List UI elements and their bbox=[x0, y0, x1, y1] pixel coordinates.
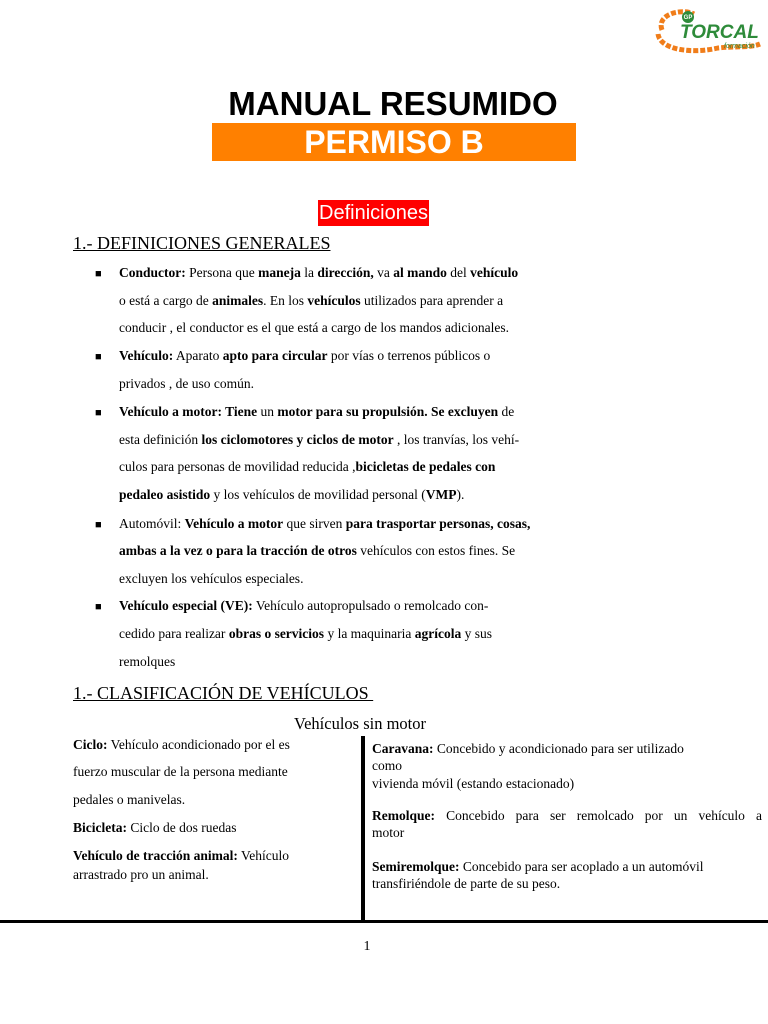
left-traccion-line2: arrastrado pro un animal. bbox=[73, 867, 209, 882]
bottom-rule bbox=[0, 920, 768, 923]
bullet-icon: ■ bbox=[95, 519, 102, 531]
bullet-icon: ■ bbox=[95, 407, 102, 419]
left-ciclo-line2: fuerzo muscular de la persona mediante bbox=[73, 764, 288, 779]
right-remolque-line1: Remolque: Concebido para ser remolcado por un vehículo a bbox=[372, 808, 762, 823]
left-traccion-line1: Vehículo de tracción animal: Vehículo bbox=[73, 848, 289, 863]
right-remolque-line2: motor bbox=[372, 825, 405, 840]
def-automovil-line2: ambas a la vez o para la tracción de otros vehículos con estos fines. Se bbox=[119, 543, 516, 558]
right-caravana-line3: vivienda móvil (estando estacionado) bbox=[372, 776, 575, 791]
table-title: Vehículos sin motor bbox=[294, 714, 426, 733]
document-title: MANUAL RESUMIDO bbox=[228, 85, 558, 122]
section-heading-definiciones: 1.- DEFINICIONES GENERALES bbox=[73, 233, 331, 253]
document-subtitle: PERMISO B bbox=[212, 123, 576, 161]
left-bicicleta: Bicicleta: Ciclo de dos ruedas bbox=[73, 820, 237, 835]
section-badge: Definiciones bbox=[319, 202, 428, 224]
def-vehiculo-motor-line3: culos para personas de movilidad reducida ,bicicletas de pedales con bbox=[119, 459, 496, 474]
def-vehiculo-line2: privados , de uso común. bbox=[119, 376, 254, 391]
def-especial-line1: Vehículo especial (VE): Vehículo autopropulsado o remolcado con- bbox=[119, 598, 489, 613]
torcal-logo bbox=[652, 6, 764, 54]
right-semiremolque-line1: Semiremolque: Concebido para ser acoplado a un automóvil bbox=[372, 859, 704, 874]
logo-brand-text: TORCAL bbox=[680, 22, 759, 43]
right-caravana-line1: Caravana: Concebido y acondicionado para ser utilizado bbox=[372, 741, 684, 756]
def-conductor-line3: conducir , el conductor es el que está a cargo de los mandos adicionales. bbox=[119, 320, 509, 335]
left-ciclo-line3: pedales o manivelas. bbox=[73, 792, 186, 807]
logo-mark-text: GP bbox=[683, 15, 693, 21]
def-vehiculo-motor-line4: pedaleo asistido y los vehículos de movilidad personal (VMP). bbox=[119, 487, 465, 502]
left-ciclo-line1: Ciclo: Vehículo acondicionado por el es bbox=[73, 737, 290, 752]
section-heading-clasificacion: 1.- CLASIFICACIÓN DE VEHÍCULOS bbox=[73, 683, 374, 703]
def-vehiculo-line1: Vehículo: Aparato apto para circular por vías o terrenos públicos o bbox=[119, 348, 491, 363]
bullet-icon: ■ bbox=[95, 351, 102, 363]
def-vehiculo-motor-line1: Vehículo a motor: Tiene un motor para su propulsión. Se excluyen de bbox=[119, 404, 515, 419]
bullet-icon: ■ bbox=[95, 601, 102, 613]
right-semiremolque-line2: transfiriéndole de parte de su peso. bbox=[372, 876, 561, 891]
right-caravana-line2: como bbox=[372, 758, 402, 773]
def-conductor-line1: Conductor: Persona que maneja la dirección, va al mando del vehículo bbox=[119, 265, 519, 280]
def-automovil-line3: excluyen los vehículos especiales. bbox=[119, 571, 304, 586]
def-vehiculo-motor-line2: esta definición los ciclomotores y ciclos de motor , los tranvías, los vehí- bbox=[119, 432, 520, 447]
def-especial-line3: remolques bbox=[119, 654, 176, 669]
page-number: 1 bbox=[363, 939, 371, 954]
column-divider bbox=[361, 736, 365, 922]
def-conductor-line2: o está a cargo de animales. En los vehículos utilizados para aprender a bbox=[119, 293, 504, 308]
def-especial-line2: cedido para realizar obras o servicios y la maquinaria agrícola y sus bbox=[119, 626, 493, 641]
bullet-icon: ■ bbox=[95, 268, 102, 280]
logo-tagline-text: formación bbox=[724, 43, 755, 50]
def-automovil-line1: Automóvil: Vehículo a motor que sirven para trasportar personas, cosas, bbox=[119, 516, 531, 531]
